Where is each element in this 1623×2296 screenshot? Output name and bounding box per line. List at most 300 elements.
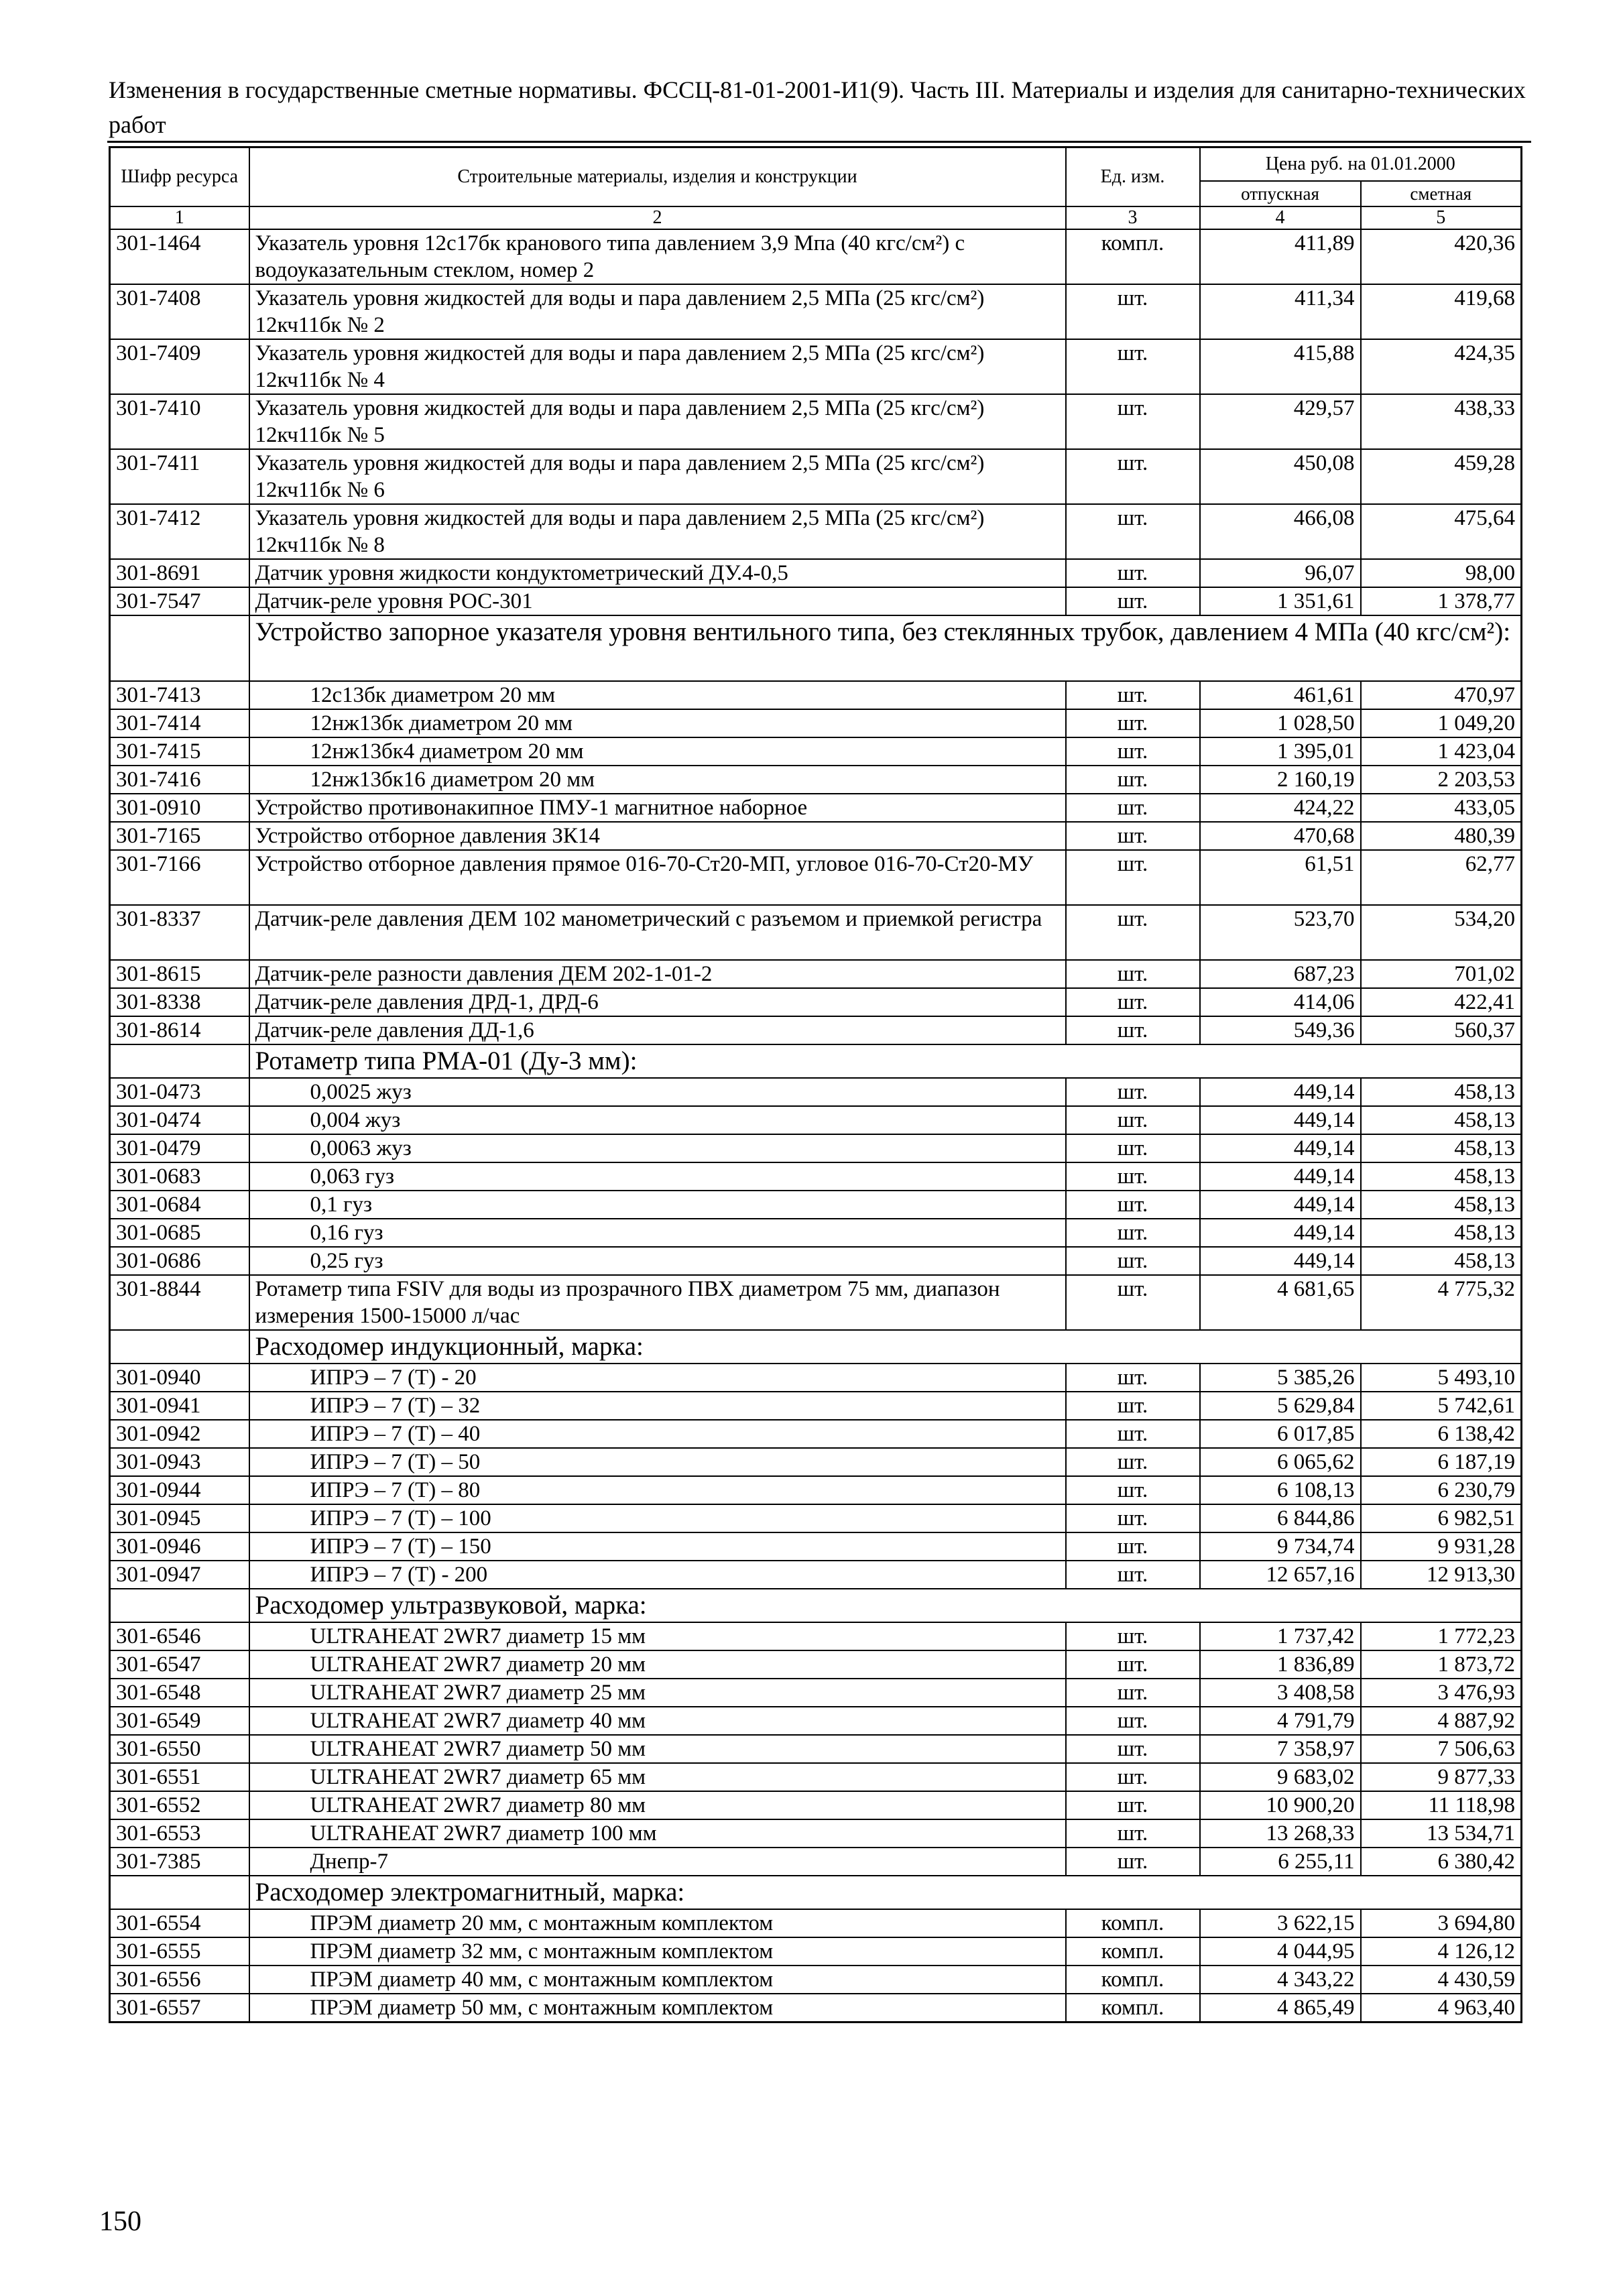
resource-code: 301-6557 [110, 1994, 249, 2022]
estimate-price: 475,64 [1361, 504, 1522, 559]
material-name: ИПРЭ – 7 (Т) – 40 [249, 1420, 1066, 1448]
resource-code: 301-0686 [110, 1247, 249, 1275]
resource-code: 301-6554 [110, 1909, 249, 1937]
release-price: 461,61 [1200, 681, 1361, 709]
estimate-price: 2 203,53 [1361, 766, 1522, 794]
unit-of-measure: шт. [1066, 394, 1200, 449]
material-name: 12нж13бк диаметром 20 мм [249, 709, 1066, 737]
material-name: 0,1 гуз [249, 1191, 1066, 1219]
release-price: 449,14 [1200, 1219, 1361, 1247]
unit-of-measure: шт. [1066, 1162, 1200, 1191]
resource-code: 301-6550 [110, 1735, 249, 1763]
estimate-price: 424,35 [1361, 339, 1522, 394]
estimate-price: 4 963,40 [1361, 1994, 1522, 2022]
material-name: 0,16 гуз [249, 1219, 1066, 1247]
table-row [110, 1392, 1522, 1420]
table-row [110, 1219, 1522, 1247]
release-price: 4 865,49 [1200, 1994, 1361, 2022]
unit-of-measure: шт. [1066, 1420, 1200, 1448]
unit-of-measure: шт. [1066, 1476, 1200, 1504]
table-row [110, 394, 1522, 449]
table-row [110, 1561, 1522, 1589]
resource-code: 301-7411 [110, 449, 249, 504]
unit-of-measure: шт. [1066, 1763, 1200, 1791]
table-row [110, 1735, 1522, 1763]
estimate-price: 6 187,19 [1361, 1448, 1522, 1476]
resource-code: 301-7166 [110, 850, 249, 905]
release-price: 449,14 [1200, 1106, 1361, 1134]
unit-of-measure: шт. [1066, 960, 1200, 988]
table-row [110, 850, 1522, 905]
resource-code: 301-8844 [110, 1275, 249, 1330]
table-row [110, 822, 1522, 850]
table-row [110, 449, 1522, 504]
release-price: 1 737,42 [1200, 1622, 1361, 1650]
release-price: 1 351,61 [1200, 587, 1361, 615]
resource-code: 301-0479 [110, 1134, 249, 1162]
table-row [110, 1364, 1522, 1392]
table-row [110, 1420, 1522, 1448]
estimate-price: 5 742,61 [1361, 1392, 1522, 1420]
resource-code: 301-6551 [110, 1763, 249, 1791]
table-body [110, 229, 1522, 2022]
table-row [110, 1504, 1522, 1532]
resource-code: 301-7409 [110, 339, 249, 394]
material-name: ИПРЭ – 7 (Т) – 80 [249, 1476, 1066, 1504]
estimate-price: 470,97 [1361, 681, 1522, 709]
estimate-price: 4 430,59 [1361, 1966, 1522, 1994]
release-price: 449,14 [1200, 1078, 1361, 1106]
table-row [110, 1650, 1522, 1679]
unit-of-measure: компл. [1066, 1966, 1200, 1994]
release-price: 9 683,02 [1200, 1763, 1361, 1791]
estimate-price: 98,00 [1361, 559, 1522, 587]
release-price: 6 844,86 [1200, 1504, 1361, 1532]
release-price: 549,36 [1200, 1016, 1361, 1044]
resource-code: 301-6556 [110, 1966, 249, 1994]
estimate-price: 12 913,30 [1361, 1561, 1522, 1589]
estimate-price: 5 493,10 [1361, 1364, 1522, 1392]
material-name: 0,0063 жуз [249, 1134, 1066, 1162]
release-price: 61,51 [1200, 850, 1361, 905]
unit-of-measure: шт. [1066, 1561, 1200, 1589]
estimate-price: 459,28 [1361, 449, 1522, 504]
section-title: Расходомер электромагнитный, марка: [249, 1876, 1522, 1909]
table-row [110, 1791, 1522, 1819]
material-name: Устройство противонакипное ПМУ-1 магнитное наборное [249, 794, 1066, 822]
header-unit: Ед. изм. [1066, 147, 1200, 207]
estimate-price: 422,41 [1361, 988, 1522, 1016]
unit-of-measure: шт. [1066, 1819, 1200, 1848]
unit-of-measure: шт. [1066, 1532, 1200, 1561]
table-row [110, 1679, 1522, 1707]
column-number: 1 [110, 206, 249, 229]
material-name: ИПРЭ – 7 (Т) – 50 [249, 1448, 1066, 1476]
release-price: 1 395,01 [1200, 737, 1361, 766]
table-row [110, 960, 1522, 988]
material-name: ПРЭМ диаметр 40 мм, с монтажным комплектом [249, 1966, 1066, 1994]
unit-of-measure: шт. [1066, 1650, 1200, 1679]
release-price: 3 622,15 [1200, 1909, 1361, 1937]
material-name: ИПРЭ – 7 (Т) - 20 [249, 1364, 1066, 1392]
table-row [110, 559, 1522, 587]
unit-of-measure: шт. [1066, 1679, 1200, 1707]
unit-of-measure: шт. [1066, 1106, 1200, 1134]
header-price-release: отпускная [1200, 181, 1361, 206]
resource-code: 301-0683 [110, 1162, 249, 1191]
release-price: 449,14 [1200, 1247, 1361, 1275]
unit-of-measure: шт. [1066, 850, 1200, 905]
estimate-price: 534,20 [1361, 905, 1522, 960]
unit-of-measure: шт. [1066, 709, 1200, 737]
header-price-estimate: сметная [1361, 181, 1522, 206]
material-name: 0,0025 жуз [249, 1078, 1066, 1106]
estimate-price: 458,13 [1361, 1162, 1522, 1191]
unit-of-measure: шт. [1066, 822, 1200, 850]
resource-code: 301-6547 [110, 1650, 249, 1679]
resource-code: 301-0944 [110, 1476, 249, 1504]
release-price: 449,14 [1200, 1134, 1361, 1162]
release-price: 10 900,20 [1200, 1791, 1361, 1819]
page-number: 150 [99, 2206, 141, 2237]
resource-code: 301-7385 [110, 1848, 249, 1876]
release-price: 3 408,58 [1200, 1679, 1361, 1707]
estimate-price: 6 230,79 [1361, 1476, 1522, 1504]
unit-of-measure: шт. [1066, 1247, 1200, 1275]
material-name: ПРЭМ диаметр 50 мм, с монтажным комплектом [249, 1994, 1066, 2022]
estimate-price: 1 873,72 [1361, 1650, 1522, 1679]
release-price: 466,08 [1200, 504, 1361, 559]
column-number: 5 [1361, 206, 1522, 229]
resource-code: 301-6555 [110, 1937, 249, 1966]
estimate-price: 480,39 [1361, 822, 1522, 850]
release-price: 96,07 [1200, 559, 1361, 587]
unit-of-measure: шт. [1066, 284, 1200, 339]
release-price: 411,34 [1200, 284, 1361, 339]
release-price: 5 629,84 [1200, 1392, 1361, 1420]
material-name: ULTRAHEAT 2WR7 диаметр 15 мм [249, 1622, 1066, 1650]
estimate-price: 4 775,32 [1361, 1275, 1522, 1330]
table-row [110, 1106, 1522, 1134]
estimate-price: 419,68 [1361, 284, 1522, 339]
estimate-price: 4 887,92 [1361, 1707, 1522, 1735]
resource-code: 301-8614 [110, 1016, 249, 1044]
table-row [110, 1476, 1522, 1504]
unit-of-measure: шт. [1066, 1219, 1200, 1247]
resource-code: 301-7408 [110, 284, 249, 339]
release-price: 470,68 [1200, 822, 1361, 850]
resource-price-table [109, 146, 1522, 2023]
release-price: 1 836,89 [1200, 1650, 1361, 1679]
table-row [110, 905, 1522, 960]
resource-code: 301-7165 [110, 822, 249, 850]
resource-code: 301-0943 [110, 1448, 249, 1476]
release-price: 424,22 [1200, 794, 1361, 822]
release-price: 6 065,62 [1200, 1448, 1361, 1476]
release-price: 4 681,65 [1200, 1275, 1361, 1330]
material-name: Указатель уровня жидкостей для воды и пара давлением 2,5 МПа (25 кгс/см²) 12кч11бк № 4 [249, 339, 1066, 394]
table-row [110, 1134, 1522, 1162]
section-title: Устройство запорное указателя уровня вентильного типа, без стеклянных трубок, давлением 4 МПа (40 кгс/см²): [249, 615, 1522, 681]
unit-of-measure: шт. [1066, 1016, 1200, 1044]
resource-code: 301-0942 [110, 1420, 249, 1448]
resource-code: 301-7414 [110, 709, 249, 737]
resource-code: 301-1464 [110, 229, 249, 284]
table-row [110, 766, 1522, 794]
material-name: Днепр-7 [249, 1848, 1066, 1876]
material-name: ULTRAHEAT 2WR7 диаметр 20 мм [249, 1650, 1066, 1679]
estimate-price: 420,36 [1361, 229, 1522, 284]
estimate-price: 11 118,98 [1361, 1791, 1522, 1819]
material-name: ПРЭМ диаметр 32 мм, с монтажным комплектом [249, 1937, 1066, 1966]
resource-code: 301-8615 [110, 960, 249, 988]
table-row [110, 1162, 1522, 1191]
release-price: 6 017,85 [1200, 1420, 1361, 1448]
release-price: 415,88 [1200, 339, 1361, 394]
table-row [110, 1275, 1522, 1330]
release-price: 429,57 [1200, 394, 1361, 449]
section-code-cell [110, 1589, 249, 1622]
estimate-price: 1 423,04 [1361, 737, 1522, 766]
unit-of-measure: шт. [1066, 1791, 1200, 1819]
unit-of-measure: шт. [1066, 1848, 1200, 1876]
unit-of-measure: компл. [1066, 1937, 1200, 1966]
estimate-price: 1 049,20 [1361, 709, 1522, 737]
material-name: ИПРЭ – 7 (Т) – 32 [249, 1392, 1066, 1420]
material-name: Указатель уровня жидкостей для воды и пара давлением 2,5 МПа (25 кгс/см²) 12кч11бк № 5 [249, 394, 1066, 449]
material-name: Датчик-реле уровня РОС-301 [249, 587, 1066, 615]
estimate-price: 62,77 [1361, 850, 1522, 905]
estimate-price: 458,13 [1361, 1219, 1522, 1247]
column-number: 3 [1066, 206, 1200, 229]
material-name: Ротаметр типа FSIV для воды из прозрачного ПВХ диаметром 75 мм, диапазон измерения 1500-15000 л/час [249, 1275, 1066, 1330]
estimate-price: 6 380,42 [1361, 1848, 1522, 1876]
unit-of-measure: шт. [1066, 1191, 1200, 1219]
material-name: 12с13бк диаметром 20 мм [249, 681, 1066, 709]
resource-code: 301-8691 [110, 559, 249, 587]
resource-code: 301-6552 [110, 1791, 249, 1819]
resource-code: 301-0945 [110, 1504, 249, 1532]
material-name: ULTRAHEAT 2WR7 диаметр 100 мм [249, 1819, 1066, 1848]
resource-code: 301-0685 [110, 1219, 249, 1247]
estimate-price: 9 931,28 [1361, 1532, 1522, 1561]
release-price: 13 268,33 [1200, 1819, 1361, 1848]
resource-code: 301-6548 [110, 1679, 249, 1707]
table-row [110, 709, 1522, 737]
unit-of-measure: шт. [1066, 1622, 1200, 1650]
estimate-price: 3 476,93 [1361, 1679, 1522, 1707]
material-name: Указатель уровня жидкостей для воды и пара давлением 2,5 МПа (25 кгс/см²) 12кч11бк № 2 [249, 284, 1066, 339]
estimate-price: 458,13 [1361, 1191, 1522, 1219]
release-price: 411,89 [1200, 229, 1361, 284]
estimate-price: 1 378,77 [1361, 587, 1522, 615]
release-price: 5 385,26 [1200, 1364, 1361, 1392]
unit-of-measure: шт. [1066, 1707, 1200, 1735]
material-name: Датчик-реле давления ДД-1,6 [249, 1016, 1066, 1044]
release-price: 2 160,19 [1200, 766, 1361, 794]
material-name: 0,004 жуз [249, 1106, 1066, 1134]
table-row [110, 1848, 1522, 1876]
resource-code: 301-0474 [110, 1106, 249, 1134]
release-price: 450,08 [1200, 449, 1361, 504]
resource-code: 301-0947 [110, 1561, 249, 1589]
unit-of-measure: компл. [1066, 1909, 1200, 1937]
resource-code: 301-7547 [110, 587, 249, 615]
release-price: 12 657,16 [1200, 1561, 1361, 1589]
material-name: Указатель уровня жидкостей для воды и пара давлением 2,5 МПа (25 кгс/см²) 12кч11бк № 6 [249, 449, 1066, 504]
unit-of-measure: шт. [1066, 1735, 1200, 1763]
material-name: ULTRAHEAT 2WR7 диаметр 65 мм [249, 1763, 1066, 1791]
table-row [110, 504, 1522, 559]
resource-code: 301-7415 [110, 737, 249, 766]
estimate-price: 560,37 [1361, 1016, 1522, 1044]
material-name: Датчик уровня жидкости кондуктометрический ДУ.4-0,5 [249, 559, 1066, 587]
unit-of-measure: шт. [1066, 449, 1200, 504]
unit-of-measure: шт. [1066, 766, 1200, 794]
estimate-price: 701,02 [1361, 960, 1522, 988]
unit-of-measure: шт. [1066, 794, 1200, 822]
material-name: ULTRAHEAT 2WR7 диаметр 25 мм [249, 1679, 1066, 1707]
release-price: 449,14 [1200, 1191, 1361, 1219]
table-row [110, 1532, 1522, 1561]
table-row [110, 229, 1522, 284]
material-name: ИПРЭ – 7 (Т) – 150 [249, 1532, 1066, 1561]
resource-code: 301-0684 [110, 1191, 249, 1219]
release-price: 6 255,11 [1200, 1848, 1361, 1876]
section-row [110, 1876, 1522, 1909]
resource-code: 301-7413 [110, 681, 249, 709]
release-price: 449,14 [1200, 1162, 1361, 1191]
unit-of-measure: шт. [1066, 504, 1200, 559]
release-price: 1 028,50 [1200, 709, 1361, 737]
estimate-price: 458,13 [1361, 1247, 1522, 1275]
unit-of-measure: шт. [1066, 681, 1200, 709]
estimate-price: 458,13 [1361, 1134, 1522, 1162]
resource-code: 301-8337 [110, 905, 249, 960]
table-row [110, 737, 1522, 766]
table-row [110, 1819, 1522, 1848]
resource-code: 301-6546 [110, 1622, 249, 1650]
material-name: 0,25 гуз [249, 1247, 1066, 1275]
table-row [110, 1966, 1522, 1994]
resource-code: 301-7412 [110, 504, 249, 559]
resource-code: 301-6553 [110, 1819, 249, 1848]
release-price: 9 734,74 [1200, 1532, 1361, 1561]
material-name: Указатель уровня 12с17бк кранового типа давлением 3,9 Мпа (40 кгс/см²) с водоуказательным стеклом, номер 2 [249, 229, 1066, 284]
release-price: 4 343,22 [1200, 1966, 1361, 1994]
section-code-cell [110, 1876, 249, 1909]
table-row [110, 1763, 1522, 1791]
resource-code: 301-7416 [110, 766, 249, 794]
section-code-cell [110, 615, 249, 681]
table-row [110, 1247, 1522, 1275]
material-name: Датчик-реле давления ДРД-1, ДРД-6 [249, 988, 1066, 1016]
estimate-price: 1 772,23 [1361, 1622, 1522, 1650]
section-title: Расходомер ультразвуковой, марка: [249, 1589, 1522, 1622]
unit-of-measure: шт. [1066, 1392, 1200, 1420]
resource-code: 301-0941 [110, 1392, 249, 1420]
table-row [110, 1707, 1522, 1735]
table-row [110, 1078, 1522, 1106]
table-row [110, 1937, 1522, 1966]
material-name: 12нж13бк16 диаметром 20 мм [249, 766, 1066, 794]
estimate-price: 458,13 [1361, 1078, 1522, 1106]
column-number: 2 [249, 206, 1066, 229]
unit-of-measure: шт. [1066, 1078, 1200, 1106]
column-number: 4 [1200, 206, 1361, 229]
section-title: Расходомер индукционный, марка: [249, 1330, 1522, 1364]
header-code: Шифр ресурса [110, 147, 249, 207]
section-code-cell [110, 1044, 249, 1078]
release-price: 523,70 [1200, 905, 1361, 960]
material-name: ULTRAHEAT 2WR7 диаметр 80 мм [249, 1791, 1066, 1819]
unit-of-measure: шт. [1066, 905, 1200, 960]
resource-code: 301-0473 [110, 1078, 249, 1106]
estimate-price: 3 694,80 [1361, 1909, 1522, 1937]
estimate-price: 6 982,51 [1361, 1504, 1522, 1532]
release-price: 687,23 [1200, 960, 1361, 988]
table-row [110, 794, 1522, 822]
resource-code: 301-7410 [110, 394, 249, 449]
unit-of-measure: шт. [1066, 1275, 1200, 1330]
release-price: 6 108,13 [1200, 1476, 1361, 1504]
estimate-price: 9 877,33 [1361, 1763, 1522, 1791]
release-price: 414,06 [1200, 988, 1361, 1016]
estimate-price: 438,33 [1361, 394, 1522, 449]
material-name: Указатель уровня жидкостей для воды и пара давлением 2,5 МПа (25 кгс/см²) 12кч11бк № 8 [249, 504, 1066, 559]
unit-of-measure: шт. [1066, 559, 1200, 587]
table-row [110, 284, 1522, 339]
unit-of-measure: шт. [1066, 339, 1200, 394]
header-name: Строительные материалы, изделия и конструкции [249, 147, 1066, 207]
section-row [110, 615, 1522, 681]
table-row [110, 988, 1522, 1016]
header-rule [107, 141, 1531, 143]
section-title: Ротаметр типа РМА-01 (Ду-3 мм): [249, 1044, 1522, 1078]
material-name: Датчик-реле давления ДЕМ 102 манометрический с разъемом и приемкой регистра [249, 905, 1066, 960]
section-row [110, 1589, 1522, 1622]
unit-of-measure: шт. [1066, 1134, 1200, 1162]
table-row [110, 339, 1522, 394]
estimate-price: 433,05 [1361, 794, 1522, 822]
unit-of-measure: компл. [1066, 1994, 1200, 2022]
estimate-price: 7 506,63 [1361, 1735, 1522, 1763]
resource-code: 301-0946 [110, 1532, 249, 1561]
estimate-price: 6 138,42 [1361, 1420, 1522, 1448]
material-name: 0,063 гуз [249, 1162, 1066, 1191]
material-name: Устройство отборное давления ЗК14 [249, 822, 1066, 850]
unit-of-measure: шт. [1066, 988, 1200, 1016]
section-code-cell [110, 1330, 249, 1364]
section-row [110, 1330, 1522, 1364]
estimate-price: 458,13 [1361, 1106, 1522, 1134]
release-price: 4 044,95 [1200, 1937, 1361, 1966]
unit-of-measure: шт. [1066, 737, 1200, 766]
material-name: Устройство отборное давления прямое 016-70-Ст20-МП, угловое 016-70-Ст20-МУ [249, 850, 1066, 905]
unit-of-measure: шт. [1066, 1504, 1200, 1532]
header-price-group: Цена руб. на 01.01.2000 [1200, 147, 1522, 182]
estimate-price: 13 534,71 [1361, 1819, 1522, 1848]
resource-code: 301-8338 [110, 988, 249, 1016]
material-name: ИПРЭ – 7 (Т) - 200 [249, 1561, 1066, 1589]
table-row [110, 681, 1522, 709]
material-name: ИПРЭ – 7 (Т) – 100 [249, 1504, 1066, 1532]
table-row [110, 1016, 1522, 1044]
material-name: ПРЭМ диаметр 20 мм, с монтажным комплектом [249, 1909, 1066, 1937]
table-row [110, 1448, 1522, 1476]
release-price: 7 358,97 [1200, 1735, 1361, 1763]
table-row [110, 1191, 1522, 1219]
